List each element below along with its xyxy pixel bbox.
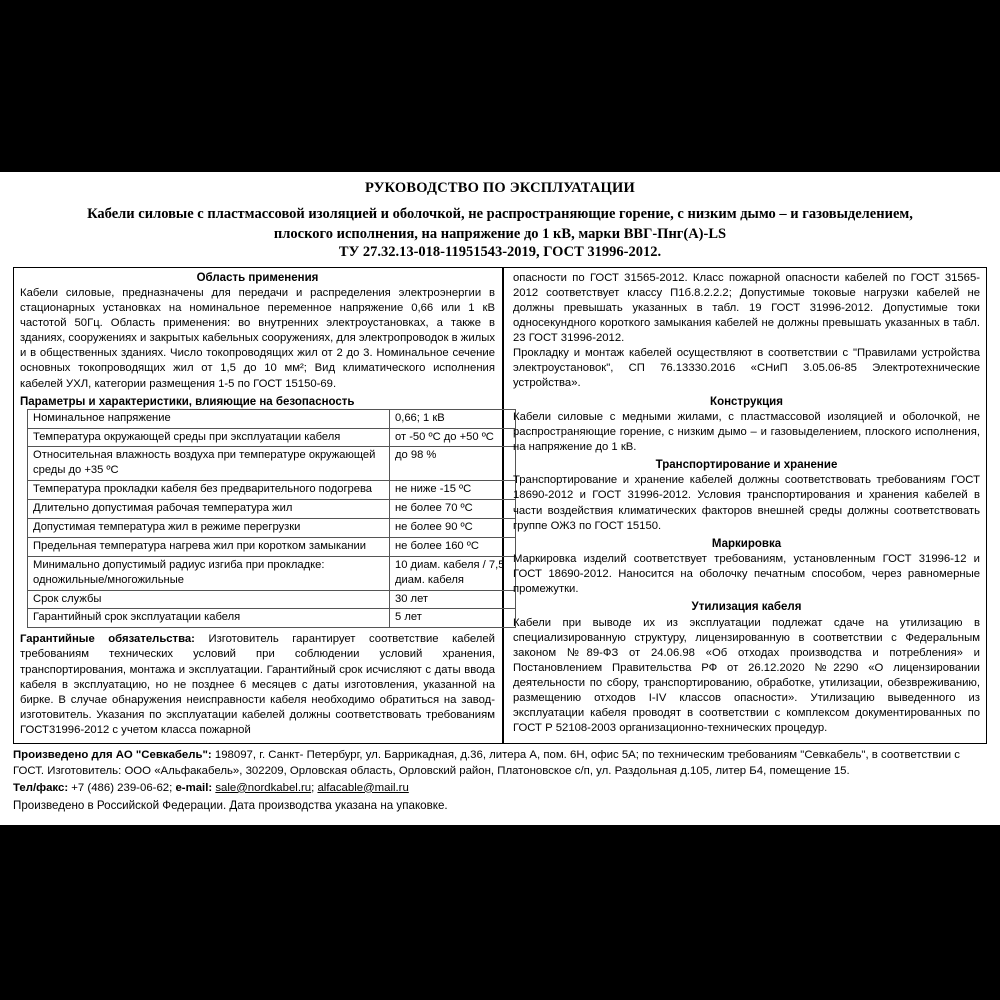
table-row	[28, 518, 516, 537]
footer-contact-line	[13, 780, 987, 797]
param-name: Температура прокладки кабеля без предварительного подогрева	[28, 481, 390, 500]
table-row	[28, 428, 516, 447]
section-text-installation: Прокладку и монтаж кабелей осуществляют в соответствии с "Правилами устройства электроустановок", СП 76.13330.2016 «СНиП 3.05.06-85 Электротехнические устройства».	[513, 347, 980, 390]
table-row	[28, 500, 516, 519]
params-table-caption: Параметры и характеристики, влияющие на безопасность	[20, 395, 355, 408]
document-standards: ТУ 27.32.13-018-11951543-2019, ГОСТ 31996-2012.	[338, 243, 662, 260]
param-value: 30 лет	[390, 590, 516, 609]
footer-produced-for-text: 198097, г. Санкт- Петербург, ул. Баррикадная, д.36, литера А, пом. 6Н, офис 5А; по техническим требованиям "Севкабель", в соответствии с ГОСТ. Изготовитель: ООО «Альфакабель», 302209, Орловская область, Орловский район, Платоновское с/п, ул. Раздольная д.105, литер Б4, помещение 15.	[13, 748, 960, 778]
section-heading-marking: Маркировка	[711, 537, 782, 550]
footer-email-link-1[interactable]: sale@nordkabel.ru	[215, 781, 312, 794]
footer-phone-value: +7 (486) 239-06-62;	[68, 781, 176, 794]
document-page	[0, 172, 1000, 825]
param-value: не более 70 ºС	[390, 500, 516, 519]
param-name: Гарантийный срок эксплуатации кабеля	[28, 609, 390, 628]
document-subtitle-line-1: Кабели силовые с пластмассовой изоляцией и оболочкой, не распространяющие горение, с низким дымо – и газовыделением,	[87, 206, 913, 222]
section-text-disposal: Кабели при выводе их из эксплуатации подлежат сдаче на утилизацию в специализированную структуру, лицензированную в соответствии с Федеральным законом №89-ФЗ от 24.06.98 «Об отходах производства и потребления» и Постановлением Правительства РФ от 26.12.2020 №2290 «О лицензировании деятельности по сбору, транспортированию, обработке, утилизации, обезвреживанию, размещению отходов I-IV классов опасности». Утилизацию выведенного из эксплуатации кабеля проводят в соответствии с комплексом документированных по ГОСТ Р 52108-2003 организационно-технических процедур.	[513, 616, 980, 735]
document-body	[13, 267, 987, 743]
table-row	[28, 609, 516, 628]
param-value: 5 лет	[390, 609, 516, 628]
param-value: 10 диам. кабеля / 7,5 диам. кабеля	[390, 556, 516, 590]
left-column	[14, 268, 505, 743]
param-name: Относительная влажность воздуха при температуре окружающей среды до +35 ºС	[28, 447, 390, 481]
params-table-body	[28, 409, 516, 628]
table-row	[28, 556, 516, 590]
params-table	[27, 409, 516, 629]
table-row	[28, 447, 516, 481]
param-name: Срок службы	[28, 590, 390, 609]
guarantee-section	[20, 632, 495, 738]
footer-produced-for-label: Произведено для АО "Севкабель":	[13, 748, 212, 761]
footer-phone-label: Тел/факс:	[13, 781, 69, 794]
section-heading-construction: Конструкция	[710, 395, 783, 408]
section-text-transport: Транспортирование и хранение кабелей должны соответствовать требованиям ГОСТ 18690-2012 и ГОСТ 31996-2012. Условия транспортирования и хранения кабелей в части воздействия климатических факторов внешней среды должны соответствовать группе ОЖ3 по ГОСТ 15150.	[513, 474, 980, 532]
table-row	[28, 481, 516, 500]
table-row	[28, 409, 516, 428]
document-footer	[13, 743, 987, 815]
param-name: Допустимая температура жил в режиме перегрузки	[28, 518, 390, 537]
param-name: Минимально допустимый радиус изгиба при прокладке: одножильные/многожильные	[28, 556, 390, 590]
guarantee-label: Гарантийные обязательства:	[20, 633, 195, 646]
footer-email-label: e-mail:	[175, 781, 213, 794]
param-value: не ниже -15 ºС	[390, 481, 516, 500]
section-text-scope: Кабели силовые, предназначены для передачи и распределения электроэнергии в стационарных установках на номинальное переменное напряжение 0,66 или 1 кВ частотой 50Гц. Область применения: во внутренних электроустановках, а также в зданиях, сооружениях и закрытых кабельных сооружениях, для электропроводок в жилых и в общественных зданиях. Число токопроводящих жил от 2 до 3. Номинальное сечение основных токопроводящих жил от 1,5 до 10 мм²; Вид климатического исполнения кабелей УХЛ, категории размещения 1-5 по ГОСТ 15150-69.	[20, 286, 495, 390]
param-value: не более 160 ºС	[390, 537, 516, 556]
section-text-construction: Кабели силовые с медными жилами, с пластмассовой изоляцией и оболочкой, не распространяющие горение, с низким дымо – и газовыделением, плоского исполнения, на напряжение до 1 кВ.	[513, 410, 980, 453]
param-value: от -50 ºС до +50 ºС	[390, 428, 516, 447]
section-heading-scope: Область применения	[196, 271, 319, 284]
document-header	[0, 180, 1000, 261]
document-subtitle-line-2: плоского исполнения, на напряжение до 1 кВ, марки ВВГ-Пнг(A)-LS	[273, 225, 727, 242]
footer-email-link-2[interactable]: alfacable@mail.ru	[317, 781, 409, 794]
section-heading-transport: Транспортирование и хранение	[655, 459, 838, 472]
table-row	[28, 537, 516, 556]
section-text-marking: Маркировка изделий соответствует требованиям, установленным ГОСТ 31996-12 и ГОСТ 18690-2012. Наносится на оболочку печатным способом, через равномерные промежутки.	[513, 552, 980, 596]
footer-manufacturer-line	[13, 747, 987, 780]
footer-email-separator: ;	[311, 781, 318, 794]
param-name: Длительно допустимая рабочая температура жил	[28, 500, 390, 519]
param-name: Номинальное напряжение	[28, 409, 390, 428]
param-value: 0,66; 1 кВ	[390, 409, 516, 428]
page-title: РУКОВОДСТВО ПО ЭКСПЛУАТАЦИИ	[365, 180, 635, 196]
table-row	[28, 590, 516, 609]
section-text-fire-class-continuation: опасности по ГОСТ 31565-2012. Класс пожарной опасности кабелей по ГОСТ 31565-2012 соответствует классу П1б.8.2.2.2; Допустимые токовые нагрузки кабелей не должны превышать указанных в табл. 19 ГОСТ 31996-2012. Допустимые токи односекундного короткого замыкания кабелей не должны превышать указанных в табл. 23 ГОСТ 31996-2012.	[513, 271, 980, 345]
guarantee-text: Изготовитель гарантирует соответствие кабелей требованиям технических условий при соблюдении условий хранения, транспортирования, монтажа и эксплуатации. Гарантийный срок исчисляют с даты ввода кабеля в эксплуатацию, но не позднее 6 месяцев с даты изготовления, указанной на бирке. В случае обнаружения неисправности кабеля необходимо обратиться на завод-изготовитель. Указания по эксплуатации кабелей должны соответствовать требованиям ГОСТ31996-2012 с учетом класса пожарной	[20, 633, 495, 737]
param-value: не более 90 ºС	[390, 518, 516, 537]
right-column	[506, 268, 986, 743]
param-name: Предельная температура нагрева жил при коротком замыкании	[28, 537, 390, 556]
section-heading-disposal: Утилизация кабеля	[691, 601, 802, 614]
param-name: Температура окружающей среды при эксплуатации кабеля	[28, 428, 390, 447]
footer-country-line: Произведено в Российской Федерации. Дата производства указана на упаковке.	[13, 799, 448, 813]
param-value: до 98 %	[390, 447, 516, 481]
